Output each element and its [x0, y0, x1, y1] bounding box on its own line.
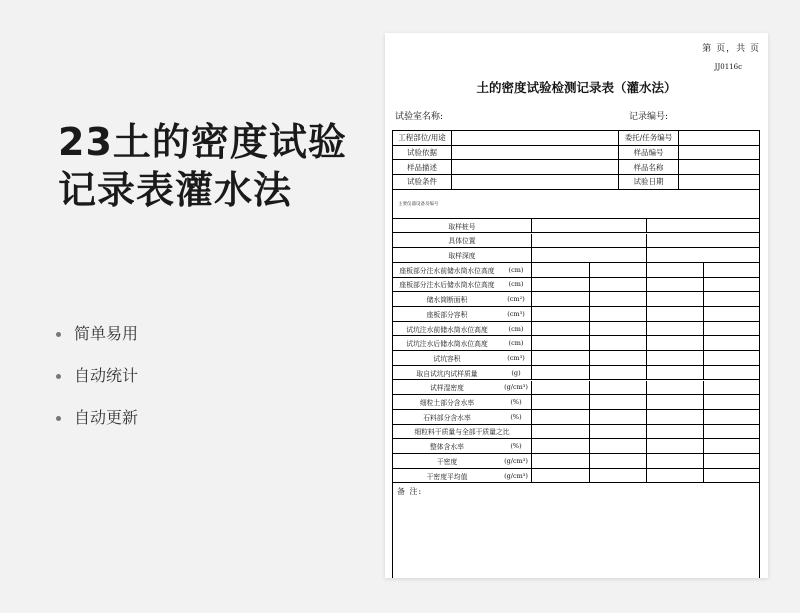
test-row-text: 储水筒断面积 — [426, 296, 468, 305]
column-divider — [589, 351, 590, 365]
column-divider — [703, 278, 704, 292]
header-value — [452, 175, 619, 189]
equipment-label: 主要仪器设备及编号 — [398, 201, 439, 207]
feature-label: 自动统计 — [74, 366, 139, 385]
column-divider — [646, 410, 647, 424]
column-divider — [589, 336, 590, 350]
header-row — [393, 175, 759, 190]
column-divider — [703, 395, 704, 409]
column-divider — [703, 292, 704, 306]
column-divider — [589, 425, 590, 439]
test-row — [393, 439, 759, 454]
test-row-unit: (g/cm³) — [504, 383, 528, 392]
header-label: 样品名称 — [619, 160, 679, 174]
column-divider — [589, 278, 590, 292]
test-row-unit: (%) — [510, 412, 522, 421]
column-divider — [646, 292, 647, 306]
test-row-unit: (cm) — [508, 339, 524, 348]
test-row-unit: (cm) — [508, 324, 524, 333]
column-divider — [646, 263, 647, 277]
column-divider — [589, 307, 590, 321]
document-title: 土的密度试验检测记录表（灌水法） — [476, 80, 677, 95]
test-row — [393, 366, 759, 381]
record-number-label: 记录编号: — [629, 112, 669, 122]
test-row-unit: (cm²) — [507, 295, 525, 304]
page-number: 第 页，共 页 — [702, 44, 760, 54]
test-row-text: 取样深度 — [448, 252, 476, 261]
column-divider — [589, 381, 590, 395]
column-divider — [703, 381, 704, 395]
test-row-text: 细粒土部分含水率 — [419, 399, 475, 408]
column-divider — [589, 454, 590, 468]
test-row — [393, 248, 759, 263]
header-row — [393, 131, 759, 146]
test-row — [393, 234, 759, 249]
test-row-label — [393, 425, 532, 439]
column-divider — [589, 366, 590, 380]
column-divider — [646, 248, 647, 262]
test-row — [393, 322, 759, 337]
column-divider — [703, 425, 704, 439]
test-row-text: 试坑注水前储水筒水位高度 — [406, 325, 488, 334]
test-row-text: 整体含水率 — [430, 443, 464, 452]
column-divider — [646, 307, 647, 321]
header-label: 样品描述 — [393, 160, 452, 174]
column-divider — [703, 336, 704, 350]
feature-item — [56, 355, 138, 397]
column-divider — [646, 454, 647, 468]
column-divider — [646, 278, 647, 292]
column-divider — [703, 351, 704, 365]
test-row — [393, 454, 759, 469]
record-table — [392, 130, 760, 578]
column-divider — [703, 439, 704, 453]
test-row-text: 座板部分注水前储水筒水位高度 — [399, 266, 495, 275]
column-divider — [703, 410, 704, 424]
test-row-text: 取样桩号 — [448, 222, 476, 231]
lab-name-label: 试验室名称: — [395, 112, 444, 122]
promo-title-line-1: 23土的密度试验 — [58, 120, 347, 164]
column-divider — [589, 322, 590, 336]
test-row-label — [393, 219, 532, 233]
column-divider — [703, 469, 704, 483]
column-divider — [589, 410, 590, 424]
bullet-icon — [56, 332, 61, 337]
column-divider — [646, 395, 647, 409]
remarks-label: 备 注: — [397, 487, 423, 496]
column-divider — [703, 322, 704, 336]
column-divider — [646, 366, 647, 380]
test-row-label — [393, 307, 532, 321]
test-row-label — [393, 381, 532, 395]
column-divider — [703, 366, 704, 380]
test-row — [393, 395, 759, 410]
test-row-label — [393, 469, 532, 483]
test-row-text: 座板部分容积 — [426, 310, 468, 319]
column-divider — [646, 439, 647, 453]
column-divider — [646, 381, 647, 395]
column-divider — [703, 454, 704, 468]
equipment-row — [393, 190, 759, 219]
test-row-unit: (%) — [510, 442, 522, 451]
test-row-label — [393, 234, 532, 248]
header-label: 样品编号 — [619, 146, 679, 160]
test-row — [393, 469, 759, 484]
feature-label: 简单易用 — [74, 324, 139, 343]
test-row-text: 试坑容积 — [433, 354, 461, 363]
test-row-label — [393, 351, 532, 365]
header-label: 工程部位/用途 — [393, 131, 452, 145]
test-row — [393, 381, 759, 396]
test-row — [393, 219, 759, 234]
record-sheet-preview — [385, 33, 768, 578]
bullet-icon — [56, 374, 61, 379]
test-row — [393, 410, 759, 425]
test-row-label — [393, 322, 532, 336]
column-divider — [589, 263, 590, 277]
test-row-label — [393, 366, 532, 380]
test-row-text: 石料部分含水率 — [423, 413, 471, 422]
column-divider — [646, 336, 647, 350]
test-row-label — [393, 278, 532, 292]
feature-item — [56, 313, 138, 355]
form-code: JJ0116c — [714, 63, 742, 71]
test-row-unit: (cm³) — [507, 353, 525, 362]
header-label: 试验条件 — [393, 175, 452, 189]
test-row-label — [393, 263, 532, 277]
header-label: 试验日期 — [619, 175, 679, 189]
test-row-label — [393, 454, 532, 468]
test-row-text: 具体位置 — [448, 237, 476, 246]
promo-title-line-2: 记录表灌水法 — [58, 168, 293, 212]
test-row-unit: (g) — [511, 368, 521, 377]
header-label: 试验依据 — [393, 146, 452, 160]
test-row — [393, 336, 759, 351]
test-row-text: 干密度平均值 — [426, 472, 468, 481]
test-row-label — [393, 439, 532, 453]
test-row-unit: (%) — [510, 398, 522, 407]
feature-item — [56, 397, 138, 439]
test-row-text: 试坑注水后储水筒水位高度 — [406, 340, 488, 349]
test-row — [393, 425, 759, 440]
header-row — [393, 160, 759, 175]
test-row-label — [393, 292, 532, 306]
test-row-text: 取自试坑内试样质量 — [416, 369, 478, 378]
column-divider — [646, 351, 647, 365]
column-divider — [703, 307, 704, 321]
test-row-text: 干密度 — [436, 457, 458, 466]
test-row-text: 座板部分注水后储水筒水位高度 — [399, 281, 495, 290]
header-value — [452, 160, 619, 174]
test-row — [393, 307, 759, 322]
column-divider — [589, 469, 590, 483]
test-row-unit: (cm) — [508, 265, 524, 274]
test-row-text: 细粒料干质量与全部干质量之比 — [414, 428, 510, 437]
test-row-label — [393, 336, 532, 350]
test-row — [393, 351, 759, 366]
header-value — [452, 131, 619, 145]
column-divider — [589, 439, 590, 453]
test-row — [393, 278, 759, 293]
bullet-icon — [56, 416, 61, 421]
column-divider — [589, 395, 590, 409]
column-divider — [646, 469, 647, 483]
test-row-label — [393, 395, 532, 409]
feature-label: 自动更新 — [74, 408, 139, 427]
test-row — [393, 263, 759, 278]
header-value — [452, 146, 619, 160]
column-divider — [703, 263, 704, 277]
header-row — [393, 146, 759, 161]
test-row-text: 试样湿密度 — [430, 384, 464, 393]
column-divider — [646, 322, 647, 336]
column-divider — [589, 292, 590, 306]
column-divider — [646, 234, 647, 248]
feature-list — [56, 313, 138, 439]
test-row — [393, 292, 759, 307]
promo-title — [58, 118, 378, 214]
column-divider — [646, 425, 647, 439]
test-row-unit: (cm) — [508, 280, 524, 289]
test-row-label — [393, 248, 532, 262]
column-divider — [646, 219, 647, 233]
test-row-unit: (g/cm³) — [504, 471, 528, 480]
header-label: 委托/任务编号 — [619, 131, 679, 145]
test-row-unit: (cm³) — [507, 309, 525, 318]
test-row-label — [393, 410, 532, 424]
test-row-unit: (g/cm³) — [504, 456, 528, 465]
